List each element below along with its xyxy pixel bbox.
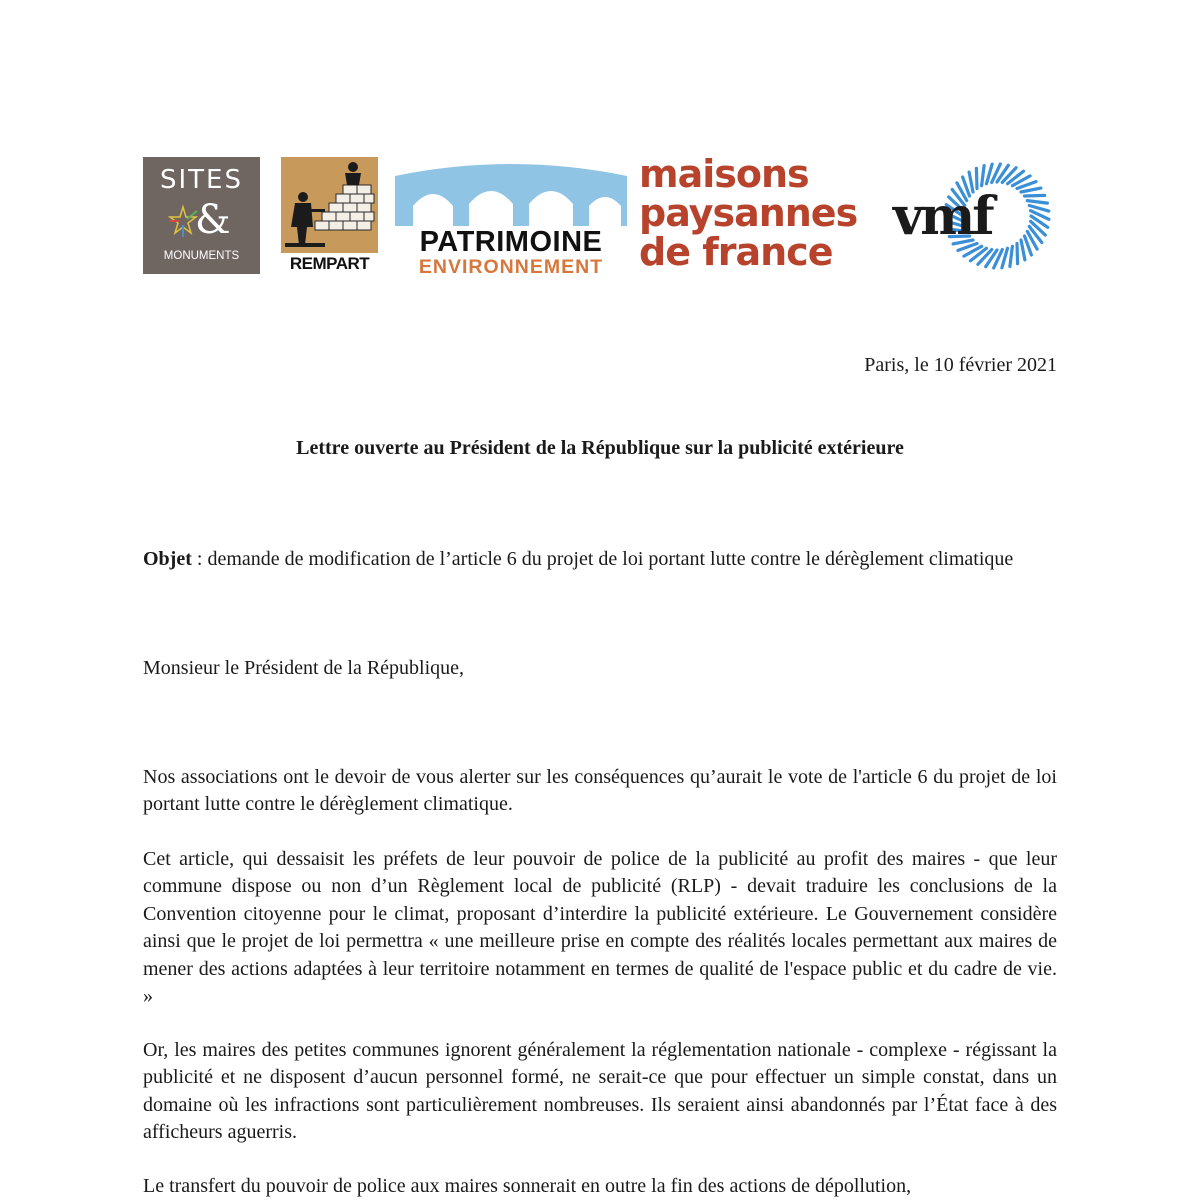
subject-label: Objet	[143, 548, 192, 570]
letter-paragraph: Or, les maires des petites communes ignorent généralement la réglementation nationale - complexe - régissant la publicité et ne disposent d’aucun personnel formé, ne serait-ce que pour effectuer un simple constat, dans un domaine où les infractions sont particulièrement nombreuses. Ils seraient ainsi abandonnés par l’État face à des afficheurs aguerris.	[143, 1039, 1057, 1144]
rempart-logo-background	[281, 157, 378, 253]
sites-logo-line1: SITES	[160, 165, 243, 195]
patrimoine-logo-line1: PATRIMOINE	[419, 226, 603, 258]
letter-salutation: Monsieur le Président de la République,	[143, 657, 465, 679]
patrimoine-logo-line2: ENVIRONNEMENT	[418, 256, 604, 278]
vmf-logo	[893, 158, 1057, 278]
letter-title: Lettre ouverte au Président de la République sur la publicité extérieure	[296, 437, 904, 459]
bridge-arches-icon	[395, 160, 627, 226]
letter-date: Paris, le 10 février 2021	[864, 354, 1057, 376]
sites-logo-ampersand-mark	[143, 195, 260, 245]
sites-logo-line2: &	[195, 197, 231, 243]
maisons-logo-line3: de france	[639, 230, 833, 274]
sites-et-monuments-logo	[143, 157, 260, 274]
maisons-logo-line2: paysannes	[639, 191, 858, 235]
subject-text: : demande de modification de l’article 6 du projet de loi portant lutte contre le dérèglement climatique	[191, 548, 1014, 570]
maisons-logo-line1: maisons	[639, 152, 809, 196]
letter-paragraph: Nos associations ont le devoir de vous alerter sur les conséquences qu’aurait le vote de l'article 6 du projet de loi portant lutte contre le dérèglement climatique.	[143, 766, 1057, 816]
letter-paragraph: Cet article, qui dessaisit les préfets de leur pouvoir de police de la publicité au profit des maires - que leur commune dispose ou non d’un Règlement local de publicité (RLP) - devait traduire les conclusions de la Convention citoyenne pour le climat, proposant d’interdire la publicité extérieure. Le Gouvernement considère ainsi que le projet de loi permettra « une meilleure prise en compte des réalités locales permettant aux maires de mener des actions adaptées à leur territoire notamment en termes de qualité de l'espace public et du cadre de vie. »	[143, 848, 1057, 1008]
maisons-paysannes-logo	[639, 152, 879, 277]
sites-logo-line3: MONUMENTS	[163, 250, 240, 262]
patrimoine-environnement-logo	[395, 160, 627, 276]
workers-building-wall-icon	[281, 157, 378, 253]
rempart-logo	[281, 157, 378, 275]
letter-paragraph: Le transfert du pouvoir de police aux maires sonnerait en outre la fin des actions de dépollution,	[143, 1175, 912, 1197]
partner-logos	[143, 150, 1057, 280]
rempart-logo-label: REMPART	[289, 254, 370, 273]
letter-subject	[143, 546, 1057, 573]
vmf-logo-label: vmf	[893, 186, 992, 247]
